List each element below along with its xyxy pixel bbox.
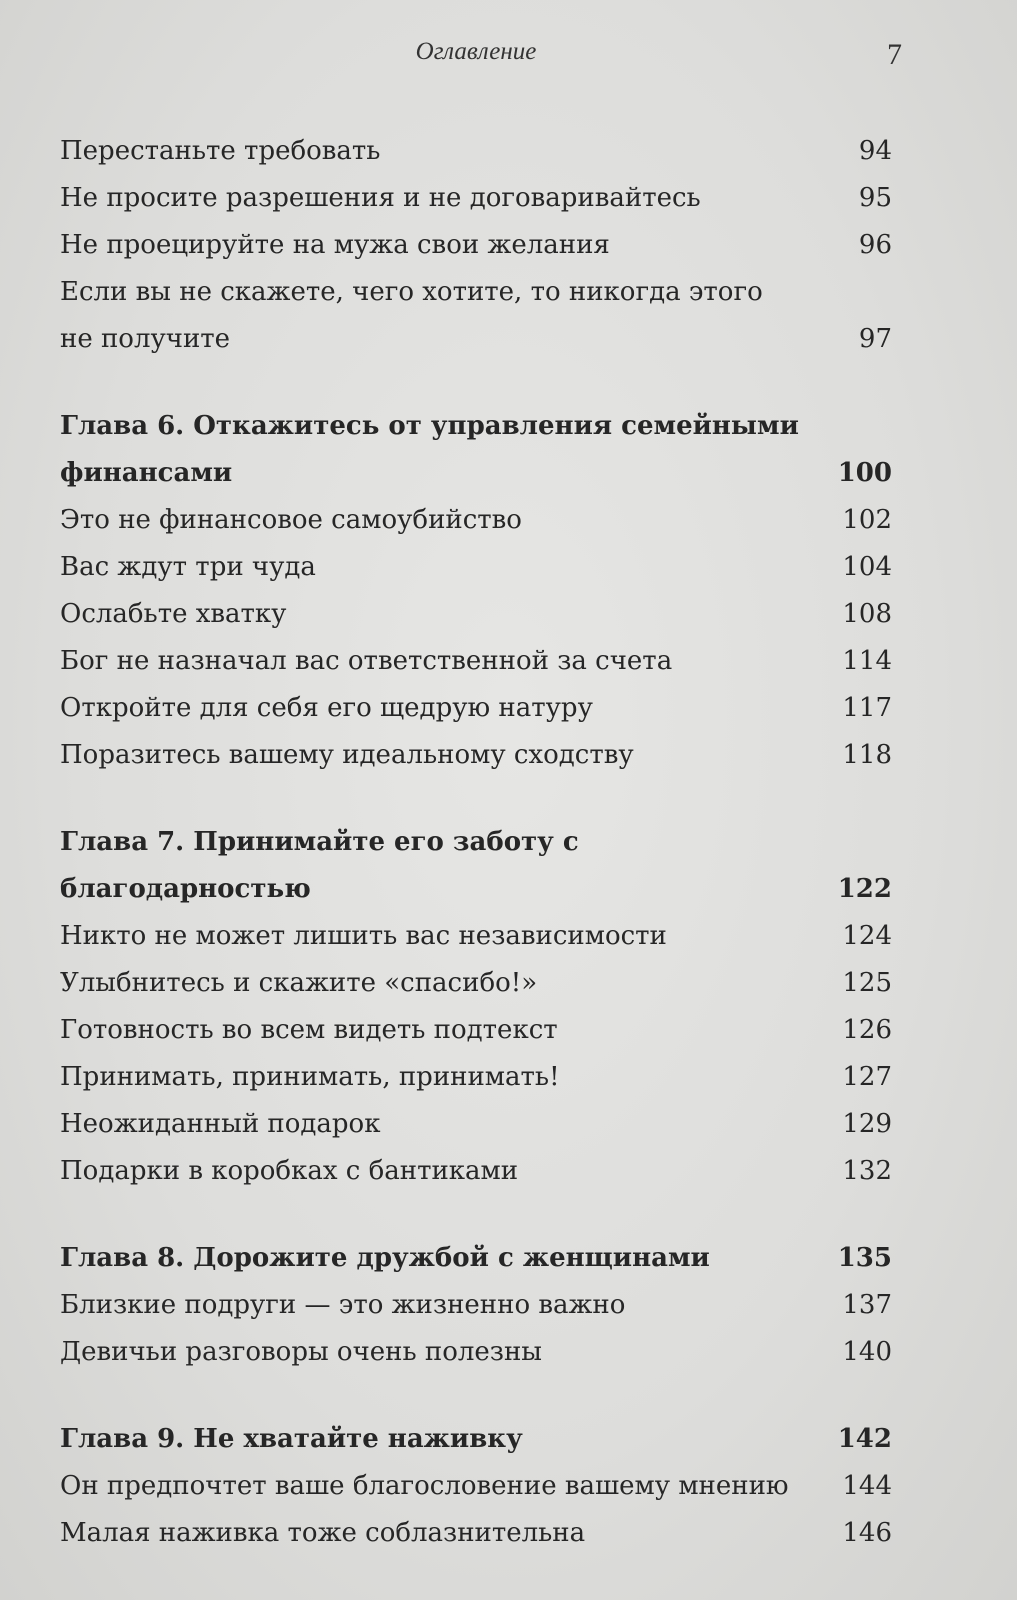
entry-page-number: 122: [837, 874, 892, 904]
title-line: Близкие подруги — это жизненно важно: [60, 1290, 626, 1320]
toc-entry: [60, 497, 892, 544]
entry-page-number: 96: [858, 230, 892, 260]
entry-title: [60, 591, 842, 638]
entry-title: [60, 732, 842, 779]
entry-page-number: 97: [858, 324, 892, 354]
entry-title: [60, 1148, 842, 1195]
entry-page-number: 125: [842, 968, 892, 998]
title-line: Глава 9. Не хватайте наживку: [60, 1424, 523, 1454]
chapter-title: [60, 1235, 838, 1282]
page-number: 7: [887, 38, 902, 71]
title-line: финансами: [60, 458, 233, 488]
title-line: Не просите разрешения и не договаривайтесь: [60, 183, 701, 213]
entry-title: [60, 175, 842, 222]
entry-title: [60, 1054, 842, 1101]
entry-title: [60, 960, 842, 1007]
running-head: [60, 38, 902, 78]
table-of-contents: [60, 128, 892, 1557]
title-line: Бог не назначал вас ответственной за счета: [60, 646, 673, 676]
toc-entry: [60, 1007, 892, 1054]
toc-entry: [60, 1054, 892, 1101]
section-gap: [60, 1376, 892, 1416]
toc-chapter-entry: [60, 1235, 892, 1282]
entry-title: [60, 269, 842, 363]
entry-page-number: 142: [837, 1424, 892, 1454]
entry-page-number: 94: [858, 136, 892, 166]
toc-entry: [60, 544, 892, 591]
toc-entry: [60, 1463, 892, 1510]
toc-entry: [60, 591, 892, 638]
entry-title: [60, 913, 842, 960]
entry-page-number: 124: [842, 921, 892, 951]
entry-page-number: 102: [842, 505, 892, 535]
entry-page-number: 137: [842, 1290, 892, 1320]
toc-entry: [60, 960, 892, 1007]
entry-page-number: 127: [842, 1062, 892, 1092]
entry-title: [60, 1007, 842, 1054]
entry-page-number: 135: [837, 1243, 892, 1273]
title-line: Перестаньте требовать: [60, 136, 381, 166]
toc-entry: [60, 175, 892, 222]
title-line: Глава 7. Принимайте его заботу с благодарностью: [60, 827, 579, 904]
title-line: Неожиданный подарок: [60, 1109, 381, 1139]
entry-title: [60, 685, 842, 732]
entry-page-number: 95: [858, 183, 892, 213]
entry-page-number: 129: [842, 1109, 892, 1139]
title-line: Никто не может лишить вас независимости: [60, 921, 667, 951]
title-line: Поразитесь вашему идеальному сходству: [60, 740, 634, 770]
entry-title: [60, 638, 842, 685]
title-line: Не проецируйте на мужа свои желания: [60, 230, 610, 260]
toc-entry: [60, 1282, 892, 1329]
title-line: Глава 8. Дорожите дружбой с женщинами: [60, 1243, 710, 1273]
toc-chapter-entry: [60, 1416, 892, 1463]
entry-page-number: 118: [842, 740, 892, 770]
entry-title: [60, 128, 842, 175]
title-line: Если вы не скажете, чего хотите, то никогда этого: [60, 277, 763, 307]
title-line: Улыбнитесь и скажите «спасибо!»: [60, 968, 538, 998]
toc-entry: [60, 638, 892, 685]
entry-page-number: 140: [842, 1337, 892, 1367]
title-line: не получите: [60, 324, 231, 354]
entry-page-number: 114: [842, 646, 892, 676]
chapter-title: [60, 403, 838, 497]
toc-entry: [60, 222, 892, 269]
toc-entry: [60, 732, 892, 779]
toc-entry: [60, 685, 892, 732]
entry-title: [60, 497, 842, 544]
entry-page-number: 108: [842, 599, 892, 629]
title-line: Готовность во всем видеть подтекст: [60, 1015, 558, 1045]
entry-title: [60, 1282, 842, 1329]
title-line: Это не финансовое самоубийство: [60, 505, 522, 535]
title-line: Ослабьте хватку: [60, 599, 287, 629]
entry-title: [60, 1101, 842, 1148]
toc-chapter-entry: [60, 403, 892, 497]
entry-title: [60, 544, 842, 591]
toc-entry: [60, 1101, 892, 1148]
entry-title: [60, 222, 842, 269]
title-line: Глава 6. Откажитесь от управления семейными: [60, 411, 799, 441]
entry-title: [60, 1510, 842, 1557]
entry-page-number: 100: [837, 458, 892, 488]
running-title: Оглавление: [415, 38, 537, 65]
title-line: Принимать, принимать, принимать!: [60, 1062, 560, 1092]
entry-page-number: 146: [842, 1518, 892, 1548]
toc-entry: [60, 1510, 892, 1557]
entry-title: [60, 1329, 842, 1376]
section-gap: [60, 363, 892, 403]
section-gap: [60, 779, 892, 819]
chapter-title: [60, 819, 838, 913]
title-line: Девичьи разговоры очень полезны: [60, 1337, 542, 1367]
entry-page-number: 126: [842, 1015, 892, 1045]
toc-entry: [60, 1148, 892, 1195]
title-line: Малая наживка тоже соблазнительна: [60, 1518, 586, 1548]
toc-entry: [60, 269, 892, 363]
entry-page-number: 117: [842, 693, 892, 723]
entry-page-number: 132: [842, 1156, 892, 1186]
entry-title: [60, 1463, 842, 1510]
entry-page-number: 144: [842, 1471, 892, 1501]
toc-entry: [60, 1329, 892, 1376]
title-line: Вас ждут три чуда: [60, 552, 316, 582]
title-line: Подарки в коробках с бантиками: [60, 1156, 519, 1186]
toc-chapter-entry: [60, 819, 892, 913]
toc-entry: [60, 913, 892, 960]
section-gap: [60, 1195, 892, 1235]
title-line: Он предпочтет ваше благословение вашему мнению: [60, 1471, 789, 1501]
chapter-title: [60, 1416, 838, 1463]
title-line: Откройте для себя его щедрую натуру: [60, 693, 593, 723]
toc-entry: [60, 128, 892, 175]
entry-page-number: 104: [842, 552, 892, 582]
